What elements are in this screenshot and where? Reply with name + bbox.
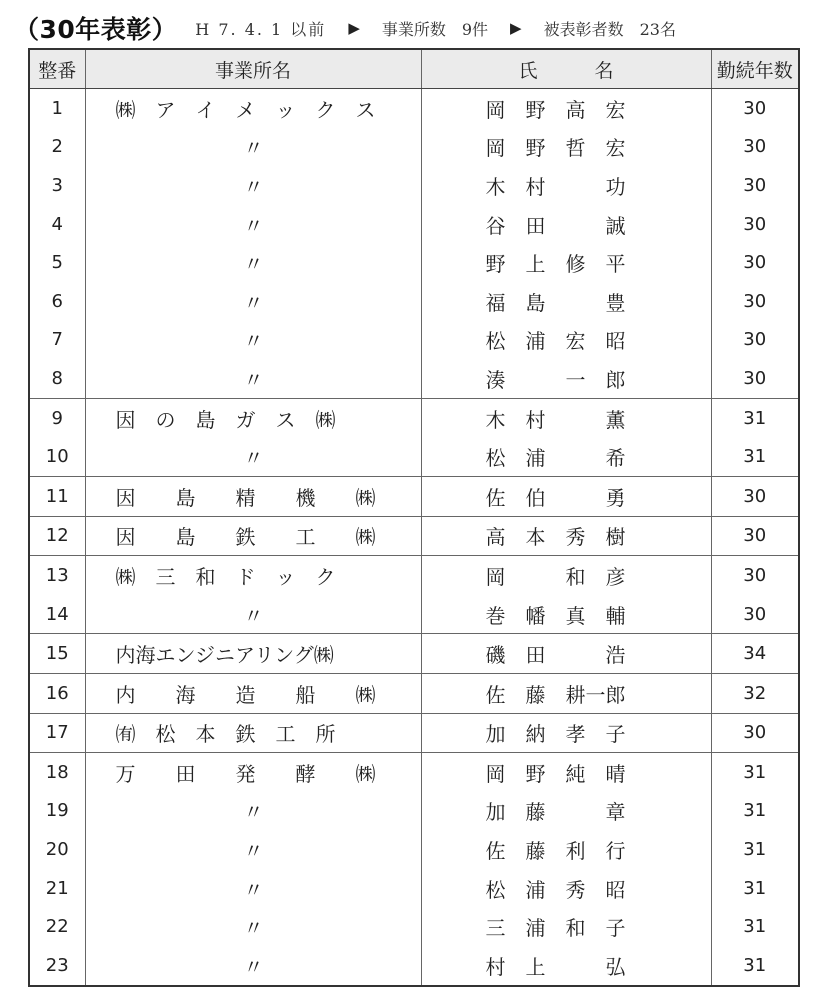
- table-row: [29, 634, 799, 674]
- award-title: （30年表彰）: [14, 15, 178, 44]
- table-row: [29, 398, 799, 437]
- row-number: 10: [45, 446, 69, 468]
- years-of-service: 30: [711, 556, 799, 595]
- office-count: 事業所数 9件: [381, 19, 489, 39]
- row-number: 23: [45, 954, 69, 976]
- person-name: 松 浦 希: [421, 437, 711, 476]
- row-number: 22: [45, 916, 69, 938]
- row-number: 15: [29, 634, 85, 674]
- company-name: 〃: [85, 128, 421, 167]
- arrow-right-icon: ▶: [510, 19, 522, 37]
- arrow-right-icon: ▶: [348, 19, 360, 37]
- table-row: [29, 89, 799, 128]
- table-row: [29, 753, 799, 792]
- person-name: 加 藤 章: [421, 792, 711, 831]
- table-row: [29, 476, 799, 516]
- row-number: 6: [51, 290, 63, 312]
- table-row: [29, 205, 799, 244]
- document-header: [14, 8, 814, 48]
- years-of-service: 30: [711, 476, 799, 516]
- row-number: 3: [51, 174, 63, 196]
- years-of-service: 34: [711, 634, 799, 674]
- person-name: 岡 野 高 宏: [421, 89, 711, 128]
- years-of-service: 30: [711, 166, 799, 205]
- company-name: 〃: [85, 869, 421, 908]
- years-of-service: 30: [711, 713, 799, 753]
- years-of-service: 31: [711, 792, 799, 831]
- row-number: 13: [29, 556, 85, 595]
- row-number: 9: [29, 398, 85, 437]
- honoree-table-container: [28, 48, 798, 987]
- person-name: 佐 伯 勇: [421, 476, 711, 516]
- table-body: [29, 89, 799, 986]
- person-name: 福 島 豊: [421, 282, 711, 321]
- table-row: [29, 946, 799, 986]
- table-row: [29, 516, 799, 556]
- company-name: 〃: [85, 321, 421, 360]
- column-header-name: 氏 名: [421, 49, 711, 89]
- table-row: [29, 437, 799, 476]
- years-of-service: 30: [711, 205, 799, 244]
- row-number: 8: [51, 367, 63, 389]
- table-row: [29, 128, 799, 167]
- company-name: 〃: [85, 830, 421, 869]
- years-of-service: 31: [711, 437, 799, 476]
- company-name: 因 島 鉄 工 ㈱: [85, 516, 421, 556]
- honoree-table: [28, 48, 800, 987]
- date-condition: H 7. 4. 1 以前: [195, 19, 327, 39]
- row-number: 14: [45, 603, 69, 625]
- person-name: 野 上 修 平: [421, 243, 711, 282]
- table-row: [29, 595, 799, 634]
- person-name: 岡 和 彦: [421, 556, 711, 595]
- person-name: 湊 一 郎: [421, 359, 711, 398]
- company-name: 〃: [85, 907, 421, 946]
- person-name: 松 浦 秀 昭: [421, 869, 711, 908]
- table-row: [29, 243, 799, 282]
- table-row: [29, 830, 799, 869]
- person-name: 佐 藤 耕一郎: [421, 673, 711, 713]
- person-name: 松 浦 宏 昭: [421, 321, 711, 360]
- person-name: 岡 野 哲 宏: [421, 128, 711, 167]
- years-of-service: 30: [711, 243, 799, 282]
- row-number: 19: [45, 800, 69, 822]
- table-header-row: [29, 49, 799, 89]
- company-name: 因 の 島 ガ ス ㈱: [85, 398, 421, 437]
- company-name: 〃: [85, 946, 421, 986]
- row-number: 2: [51, 136, 63, 158]
- person-name: 佐 藤 利 行: [421, 830, 711, 869]
- company-name: 〃: [85, 595, 421, 634]
- company-name: 〃: [85, 243, 421, 282]
- column-header-number: 整番: [29, 49, 85, 89]
- person-name: 高 本 秀 樹: [421, 516, 711, 556]
- row-number: 11: [29, 476, 85, 516]
- company-name: 因 島 精 機 ㈱: [85, 476, 421, 516]
- company-name: 万 田 発 酵 ㈱: [85, 753, 421, 792]
- table-row: [29, 166, 799, 205]
- years-of-service: 31: [711, 869, 799, 908]
- company-name: 〃: [85, 792, 421, 831]
- company-name: 〃: [85, 205, 421, 244]
- row-number: 16: [29, 673, 85, 713]
- row-number: 20: [45, 839, 69, 861]
- row-number: 7: [51, 329, 63, 351]
- years-of-service: 30: [711, 282, 799, 321]
- years-of-service: 30: [711, 89, 799, 128]
- person-name: 磯 田 浩: [421, 634, 711, 674]
- row-number: 17: [29, 713, 85, 753]
- row-number: 1: [51, 97, 63, 119]
- person-name: 村 上 弘: [421, 946, 711, 986]
- table-row: [29, 907, 799, 946]
- company-name: ㈱ ア イ メ ッ ク ス: [85, 89, 421, 128]
- table-row: [29, 359, 799, 398]
- years-of-service: 30: [711, 595, 799, 634]
- company-name: 〃: [85, 437, 421, 476]
- table-row: [29, 282, 799, 321]
- column-header-company: 事業所名: [85, 49, 421, 89]
- years-of-service: 30: [711, 516, 799, 556]
- company-name: 内 海 造 船 ㈱: [85, 673, 421, 713]
- honoree-count: 被表彰者数 23名: [543, 19, 676, 39]
- company-name: ㈱ 三 和 ド ッ ク: [85, 556, 421, 595]
- company-name: 〃: [85, 359, 421, 398]
- years-of-service: 31: [711, 398, 799, 437]
- table-row: [29, 321, 799, 360]
- row-number: 12: [29, 516, 85, 556]
- company-name: 内海エンジニアリング㈱: [85, 634, 421, 674]
- row-number: 5: [51, 252, 63, 274]
- years-of-service: 31: [711, 907, 799, 946]
- table-row: [29, 556, 799, 595]
- years-of-service: 32: [711, 673, 799, 713]
- person-name: 三 浦 和 子: [421, 907, 711, 946]
- years-of-service: 31: [711, 753, 799, 792]
- person-name: 木 村 薫: [421, 398, 711, 437]
- table-row: [29, 713, 799, 753]
- years-of-service: 31: [711, 830, 799, 869]
- table-row: [29, 792, 799, 831]
- column-header-years: 勤続年数: [711, 49, 799, 89]
- row-number: 4: [51, 213, 63, 235]
- row-number: 21: [45, 877, 69, 899]
- person-name: 谷 田 誠: [421, 205, 711, 244]
- company-name: 〃: [85, 166, 421, 205]
- person-name: 巻 幡 真 輔: [421, 595, 711, 634]
- row-number: 18: [29, 753, 85, 792]
- person-name: 加 納 孝 子: [421, 713, 711, 753]
- years-of-service: 30: [711, 128, 799, 167]
- table-row: [29, 673, 799, 713]
- person-name: 木 村 功: [421, 166, 711, 205]
- company-name: 〃: [85, 282, 421, 321]
- person-name: 岡 野 純 晴: [421, 753, 711, 792]
- table-row: [29, 869, 799, 908]
- company-name: ㈲ 松 本 鉄 工 所: [85, 713, 421, 753]
- years-of-service: 31: [711, 946, 799, 986]
- years-of-service: 30: [711, 359, 799, 398]
- years-of-service: 30: [711, 321, 799, 360]
